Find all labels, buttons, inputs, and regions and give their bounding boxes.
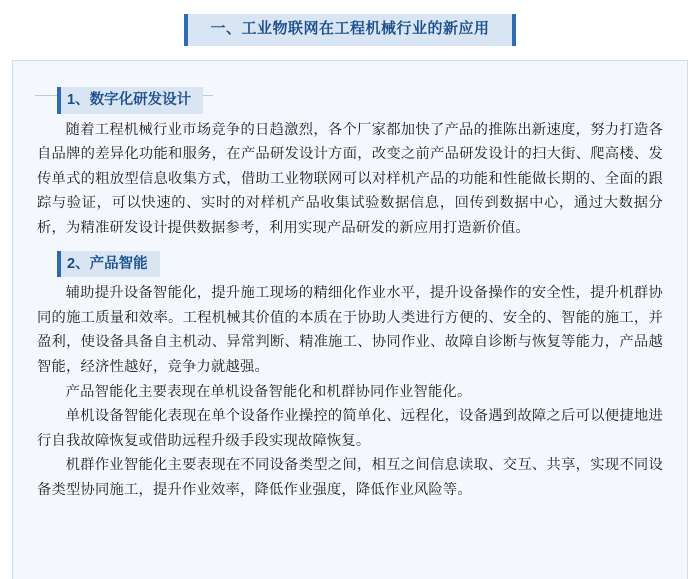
section-2-paragraph-3: 单机设备智能化表现在单个设备作业操控的简单化、远程化，设备遇到故障之后可以便捷地进行自我故障恢复或借助远程升级手段实现故障恢复。 [37,408,663,449]
document-title-wrap [0,14,700,46]
section-1-heading: 1、数字化研发设计 [57,87,203,114]
page-title: 一、工业物联网在工程机械行业的新应用 [184,14,515,46]
section-2-paragraph-4: 机群作业智能化主要表现在不同设备类型之间，相互之间信息读取、交互、共享，实现不同设备类型协同施工，提升作业效率，降低作业强度，降低作业风险等。 [37,457,663,498]
section-2 [35,251,665,503]
section-2-paragraph-1: 辅助提升设备智能化，提升施工现场的精细化作业水平，提升设备操作的安全性，提升机群协同的施工质量和效率。工程机械其价值的本质在于协助人类进行方便的、安全的、智能的施工，并盈利，使设备具备自主机动、异常判断、精准施工、协同作业、故障自诊断与恢复等能力，产品越智能，经济性越好，竞争力就越强。 [37,285,663,375]
section-2-paragraph-2: 产品智能化主要表现在单机设备智能化和机群协同作业智能化。 [65,383,472,400]
section-1-paragraph-1: 随着工程机械行业市场竞争的日趋激烈，各个厂家都加快了产品的推陈出新速度，努力打造各自品牌的差异化功能和服务，在产品研发设计方面，改变之前产品研发设计的扫大街、爬高楼、发传单式的粗放型信息收集方式，借助工业物联网可以对样机产品的功能和性能做长期的、全面的跟踪与验证，可以快速的、实时的对样机产品收集试验数据信息，回传到数据中心，通过大数据分析，为精准研发设计提供数据参考，利用实现产品研发的新应用打造新价值。 [37,121,663,236]
section-1 [35,87,665,241]
section-2-heading: 2、产品智能 [57,251,160,278]
content-panel [12,60,688,579]
